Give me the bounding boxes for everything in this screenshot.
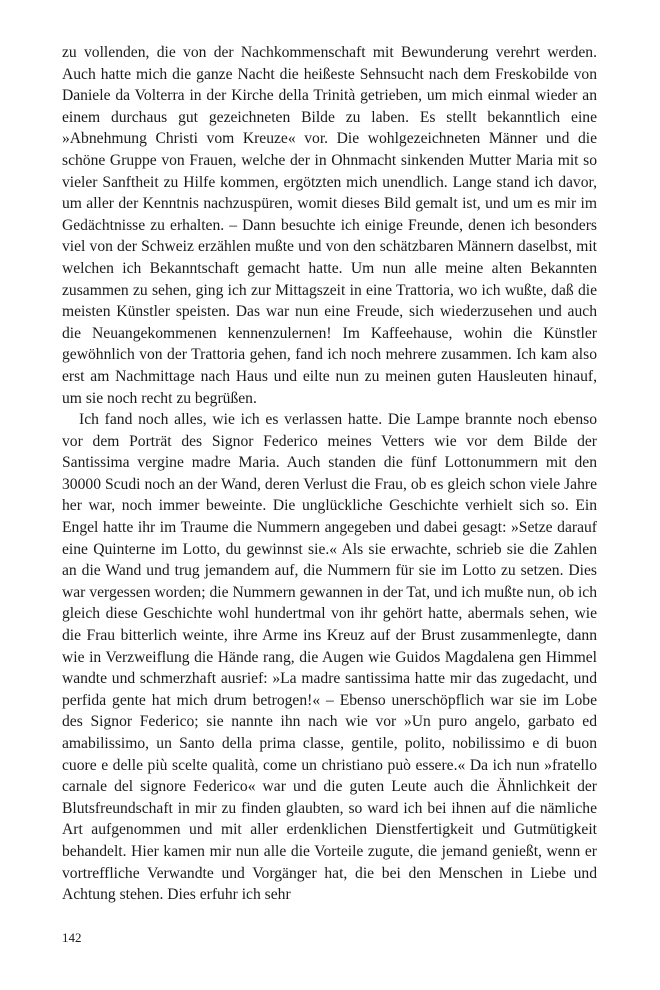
- page-number: 142: [62, 930, 82, 945]
- page-body: [62, 42, 597, 906]
- paragraph-2: Ich fand noch alles, wie ich es verlassen hatte. Die Lampe brannte noch ebenso vor dem Porträt des Signor Federico meines Vetters wie vor dem Bilde der Santissima vergine madre Maria. Auch standen die fünf Lottonummern mit den 30000 Scudi noch an der Wand, deren Verlust die Frau, ob es gleich schon viele Jahre her war, noch immer beweinte. Die unglückliche Geschichte verhielt sich so. Ein Engel hatte ihr im Traume die Nummern angegeben und dabei gesagt: »Setze darauf eine Quinterne im Lotto, du gewinnst sie.« Als sie erwachte, schrieb sie die Zahlen an die Wand und trug jemandem auf, die Nummern für sie im Lotto zu setzen. Dies war vergessen worden; die Nummern gewannen in der Tat, und ich mußte nun, ob ich gleich diese Geschichte wohl hundertmal von ihr gehört hatte, abermals sehen, wie die Frau bitterlich weinte, ihre Arme ins Kreuz auf der Brust zusammenlegte, dann wie in Verzweiflung die Hände rang, die Augen wie Guidos Magdalena gen Himmel wandte und schmerzhaft ausrief: »La madre santissima hatte mir das zugedacht, und perfida gente hat mich drum betrogen!« – Ebenso unerschöpflich war sie im Lobe des Signor Federico; sie nannte ihn nach wie vor »Un puro angelo, garbato ed amabilissimo, un Santo della prima classe, gentile, polito, nobilissimo e di buon cuore e delle più scelte qualità, come un christiano può essere.« Da ich nun »fratello carnale del signore Federico« war und die guten Leute auch die Ähnlichkeit der Blutsfreundschaft in mir zu finden glaubten, so ward ich bei ihnen auf die nämliche Art aufgenommen und mit aller erdenklichen Dienstfertigkeit und Gutmütigkeit behandelt. Hier kamen mir nun alle die Vorteile zugute, die jemand genießt, wenn er vortreffliche Verwandte und Vorgänger hat, die bei den Menschen in Liebe und Achtung stehen. Dies erfuhr ich sehr: [62, 411, 597, 904]
- paragraph-1: zu vollenden, die von der Nachkommenschaft mit Bewunderung verehrt werden. Auch hatte mich die ganze Nacht die heißeste Sehnsucht nach dem Freskobilde von Daniele da Volterra in der Kirche della Trinità getrieben, um mich einmal wieder an einem durchaus gut gezeichneten Bilde zu laben. Es stellt bekanntlich eine »Abnehmung Christi vom Kreuze« vor. Die wohlgezeichneten Männer und die schöne Gruppe von Frauen, welche der in Ohnmacht sinkenden Mutter Maria mit so vieler Sanftheit zu Hilfe kommen, ergötzten mich unendlich. Lange stand ich davor, um aller der Kenntnis nachzuspüren, womit dieses Bild gemalt ist, und um es mir im Gedächtnisse zu erhalten. – Dann besuchte ich einige Freunde, denen ich besonders viel von der Schweiz erzählen mußte und von den schätzbaren Männern daselbst, mit welchen ich Bekanntschaft gemacht hatte. Um nun alle meine alten Bekannten zusammen zu sehen, ging ich zur Mittagszeit in eine Trattoria, wo ich wußte, daß die meisten Künstler speisten. Das war nun eine Freude, sich wiederzusehen und auch die Neuangekommenen kennenzulernen! Im Kaffeehause, wohin die Künstler gewöhnlich von der Trattoria gehen, fand ich noch mehrere zusammen. Ich kam also erst am Nachmittage nach Haus und eilte nun zu meinen guten Hausleuten hinauf, um sie noch recht zu begrüßen.: [62, 44, 597, 407]
